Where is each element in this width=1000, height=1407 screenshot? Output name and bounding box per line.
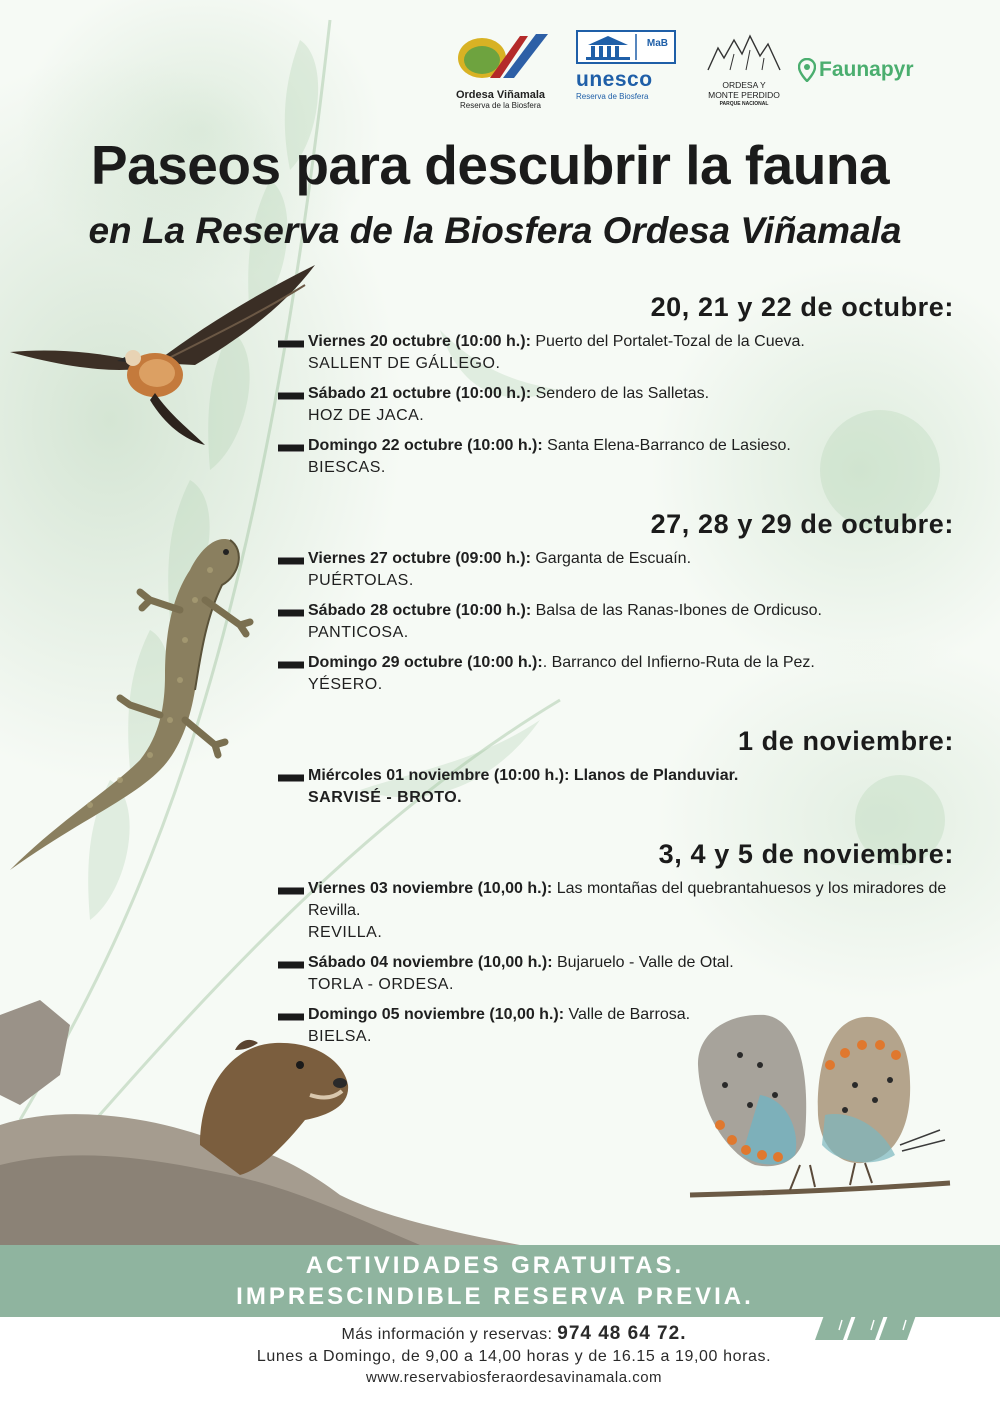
ordesa-logo-line2: Reserva de la Biosfera bbox=[460, 101, 541, 110]
dash-bullet-icon bbox=[278, 557, 304, 565]
entry-place: TORLA - ORDESA. bbox=[308, 976, 454, 993]
ordesa-logo-line1: Ordesa Viñamala bbox=[455, 89, 546, 101]
contact-line bbox=[0, 1323, 1000, 1345]
list-item bbox=[278, 652, 958, 696]
entry-day: Domingo 05 noviembre (10,00 h.): bbox=[308, 1006, 565, 1023]
entry-place: SALLENT DE GÁLLEGO. bbox=[308, 355, 501, 372]
marmot-illustration bbox=[0, 995, 520, 1245]
dash-bullet-icon bbox=[278, 661, 304, 669]
section-heading: 1 de noviembre: bbox=[737, 726, 954, 756]
opening-hours: Lunes a Domingo, de 9,00 a 14,00 horas y de 16.15 a 19,00 horas. bbox=[256, 1348, 772, 1365]
entry-route: Puerto del Portalet-Tozal de la Cueva. bbox=[530, 333, 805, 350]
list-item bbox=[278, 878, 958, 944]
program-schedule bbox=[278, 292, 958, 1078]
banner-line2: IMPRESCINDIBLE RESERVA PREVIA. bbox=[236, 1283, 754, 1310]
dash-bullet-icon bbox=[278, 609, 304, 617]
dash-bullet-icon bbox=[278, 887, 304, 895]
entry-day: Sábado 28 octubre (10:00 h.): bbox=[308, 602, 532, 619]
ordesa-vinamala-emblem-icon bbox=[448, 30, 553, 82]
schedule-section bbox=[278, 726, 958, 809]
entry-day: Viernes 20 octubre (10:00 h.): bbox=[308, 333, 531, 350]
schedule-section bbox=[278, 292, 958, 479]
list-item bbox=[278, 383, 958, 427]
entry-route: Balsa de las Ranas-Ibones de Ordicuso. bbox=[531, 602, 822, 619]
list-item bbox=[278, 548, 958, 592]
banner-line1: ACTIVIDADES GRATUITAS. bbox=[305, 1252, 685, 1279]
partner-logos bbox=[440, 30, 940, 125]
entry-place: HOZ DE JACA. bbox=[308, 407, 425, 424]
entry-route: Santa Elena-Barranco de Lasieso. bbox=[542, 437, 791, 454]
ordesa-vinamala-logo bbox=[448, 30, 553, 110]
list-item bbox=[278, 765, 958, 809]
butterflies-illustration bbox=[650, 1005, 980, 1230]
entry-day: Viernes 27 octubre (09:00 h.): bbox=[308, 550, 531, 567]
unesco-wordmark: unesco bbox=[576, 68, 653, 91]
page-subtitle: en La Reserva de la Biosfera Ordesa Viñamala bbox=[88, 210, 902, 251]
section-heading: 27, 28 y 29 de octubre: bbox=[650, 509, 954, 539]
info-label: Más información y reservas: bbox=[341, 1326, 553, 1343]
entry-place: PANTICOSA. bbox=[308, 624, 409, 641]
parque-logo-line3: PARQUE NACIONAL bbox=[719, 100, 769, 107]
parque-logo-line2: MONTE PERDIDO bbox=[708, 89, 780, 100]
list-item bbox=[278, 600, 958, 644]
parque-logo-line1: ORDESA Y bbox=[722, 80, 766, 90]
dash-bullet-icon bbox=[278, 961, 304, 969]
page-title: Paseos para descubrir la fauna bbox=[90, 134, 890, 196]
section-heading: 20, 21 y 22 de octubre: bbox=[650, 292, 954, 322]
entry-route: Valle de Barrosa. bbox=[564, 1006, 691, 1023]
schedule-section bbox=[278, 509, 958, 696]
entry-day: Miércoles 01 noviembre (10:00 h.): bbox=[308, 767, 570, 784]
entry-place: REVILLA. bbox=[308, 924, 383, 941]
vulture-illustration bbox=[5, 255, 325, 455]
dash-bullet-icon bbox=[278, 340, 304, 348]
entry-route: . Barranco del Infierno-Ruta de la Pez. bbox=[542, 654, 815, 671]
unesco-emblem-box bbox=[576, 30, 676, 64]
dash-bullet-icon bbox=[278, 392, 304, 400]
faunapyr-wordmark: Faunapyr bbox=[819, 58, 914, 81]
map-pin-icon bbox=[798, 58, 816, 82]
unesco-logo bbox=[576, 30, 680, 101]
list-item bbox=[278, 952, 958, 996]
mountain-sketch-icon bbox=[704, 30, 784, 76]
entry-place: SARVISÉ - BROTO. bbox=[308, 789, 463, 806]
entry-day: Domingo 22 octubre (10:00 h.): bbox=[308, 437, 543, 454]
phone-number[interactable]: 974 48 64 72. bbox=[557, 1323, 687, 1344]
entry-day: Domingo 29 octubre (10:00 h.): bbox=[308, 654, 543, 671]
entry-route: Bujaruelo - Valle de Otal. bbox=[552, 954, 734, 971]
dash-bullet-icon bbox=[278, 444, 304, 452]
entry-place: BIELSA. bbox=[308, 1028, 372, 1045]
entry-day: Sábado 21 octubre (10:00 h.): bbox=[308, 385, 532, 402]
faunapyr-logo bbox=[798, 58, 914, 82]
entry-route: Sendero de las Salletas. bbox=[531, 385, 710, 402]
list-item bbox=[278, 435, 958, 479]
entry-place: BIESCAS. bbox=[308, 459, 386, 476]
lizard-illustration bbox=[0, 530, 260, 880]
unesco-mab-label: MaB bbox=[646, 38, 668, 49]
entry-place: YÉSERO. bbox=[308, 676, 383, 693]
entry-route: Garganta de Escuaín. bbox=[530, 550, 692, 567]
entry-day: Viernes 03 noviembre (10,00 h.): bbox=[308, 880, 553, 897]
unesco-subtitle: Reserva de Biosfera bbox=[576, 92, 649, 101]
entry-route: Llanos de Planduviar. bbox=[569, 767, 739, 784]
section-heading: 3, 4 y 5 de noviembre: bbox=[658, 839, 954, 869]
contact-footer bbox=[0, 1323, 1000, 1386]
website-link[interactable]: www.reservabiosferaordesavinamala.com bbox=[365, 1369, 663, 1386]
entry-route: Las montañas del quebrantahuesos y los miradores de Revilla. bbox=[308, 880, 947, 919]
entry-day: Sábado 04 noviembre (10,00 h.): bbox=[308, 954, 553, 971]
ordesa-monte-perdido-logo bbox=[704, 30, 784, 107]
entry-place: PUÉRTOLAS. bbox=[308, 572, 414, 589]
dash-bullet-icon bbox=[278, 774, 304, 782]
list-item bbox=[278, 331, 958, 375]
